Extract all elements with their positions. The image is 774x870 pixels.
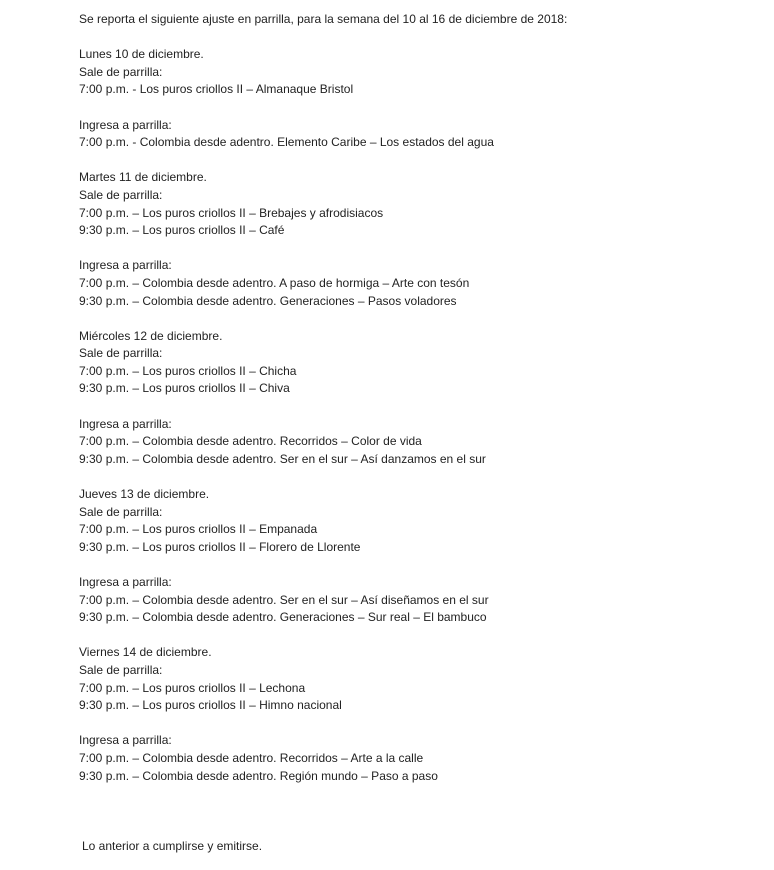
- section-heading: Sale de parrilla:: [79, 346, 163, 361]
- schedule-entry: 7:00 p.m. – Colombia desde adentro. Ser en el sur – Así diseñamos en el sur: [79, 592, 489, 607]
- schedule-section: [79, 732, 579, 785]
- schedule-entry: 7:00 p.m. - Los puros criollos II – Almanaque Bristol: [79, 82, 354, 97]
- schedule-section: [79, 574, 579, 627]
- schedule-section: [79, 187, 579, 240]
- schedule-entry: 7:00 p.m. – Colombia desde adentro. A paso de hormiga – Arte con tesón: [79, 275, 470, 290]
- schedule-entry: 7:00 p.m. – Colombia desde adentro. Recorridos – Color de vida: [79, 434, 422, 449]
- section-heading: Sale de parrilla:: [79, 64, 163, 79]
- day-block: [79, 169, 579, 310]
- section-heading: Ingresa a parrilla:: [79, 117, 172, 132]
- section-heading: Sale de parrilla:: [79, 504, 163, 519]
- day-block: [79, 486, 579, 627]
- schedule-entry: 9:30 p.m. – Los puros criollos II – Café: [79, 223, 285, 238]
- section-heading: Ingresa a parrilla:: [79, 733, 172, 748]
- schedule-entry: 7:00 p.m. – Los puros criollos II – Brebajes y afrodisiacos: [79, 205, 384, 220]
- schedule-entry: 7:00 p.m. – Los puros criollos II – Lechona: [79, 680, 306, 695]
- schedule-entry: 7:00 p.m. – Los puros criollos II – Chicha: [79, 363, 297, 378]
- schedule-section: [79, 662, 579, 715]
- day-title: Martes 11 de diciembre.: [79, 170, 207, 185]
- schedule-entry: 7:00 p.m. – Los puros criollos II – Empanada: [79, 522, 318, 537]
- schedule-section: [79, 117, 579, 152]
- schedule-entry: 9:30 p.m. – Los puros criollos II – Chiva: [79, 381, 290, 396]
- intro-paragraph: Se reporta el siguiente ajuste en parrilla, para la semana del 10 al 16 de diciembre de 2018:: [79, 12, 568, 26]
- section-heading: Ingresa a parrilla:: [79, 575, 172, 589]
- schedule-section: [79, 504, 579, 557]
- schedule-section: [79, 345, 579, 398]
- schedule-days: [79, 46, 579, 785]
- schedule-entry: 7:00 p.m. – Colombia desde adentro. Recorridos – Arte a la calle: [79, 750, 424, 765]
- day-block: [79, 328, 579, 469]
- day-title: Jueves 13 de diciembre.: [79, 487, 210, 502]
- schedule-section: [79, 416, 579, 469]
- section-heading: Ingresa a parrilla:: [79, 416, 172, 431]
- section-heading: Sale de parrilla:: [79, 662, 163, 677]
- schedule-section: [79, 257, 579, 310]
- schedule-entry: 9:30 p.m. – Colombia desde adentro. Generaciones – Pasos voladores: [79, 293, 457, 308]
- day-title: Miércoles 12 de diciembre.: [79, 328, 223, 343]
- day-title: Lunes 10 de diciembre.: [79, 47, 204, 62]
- section-heading: Ingresa a parrilla:: [79, 258, 172, 273]
- schedule-entry: 9:30 p.m. – Los puros criollos II – Himno nacional: [79, 698, 342, 713]
- schedule-entry: 9:30 p.m. – Colombia desde adentro. Región mundo – Paso a paso: [79, 768, 438, 783]
- schedule-section: [79, 64, 579, 99]
- schedule-entry: 9:30 p.m. – Los puros criollos II – Florero de Llorente: [79, 539, 361, 554]
- day-title: Viernes 14 de diciembre.: [79, 645, 212, 660]
- day-block: [79, 46, 579, 152]
- section-heading: Sale de parrilla:: [79, 187, 163, 202]
- document-body: [79, 11, 579, 785]
- schedule-entry: 7:00 p.m. - Colombia desde adentro. Elemento Caribe – Los estados del agua: [79, 135, 494, 150]
- schedule-entry: 9:30 p.m. – Colombia desde adentro. Generaciones – Sur real – El bambuco: [79, 610, 487, 625]
- closing-line: Lo anterior a cumplirse y emitirse.: [82, 839, 263, 853]
- day-block: [79, 644, 579, 785]
- schedule-entry: 9:30 p.m. – Colombia desde adentro. Ser en el sur – Así danzamos en el sur: [79, 451, 486, 466]
